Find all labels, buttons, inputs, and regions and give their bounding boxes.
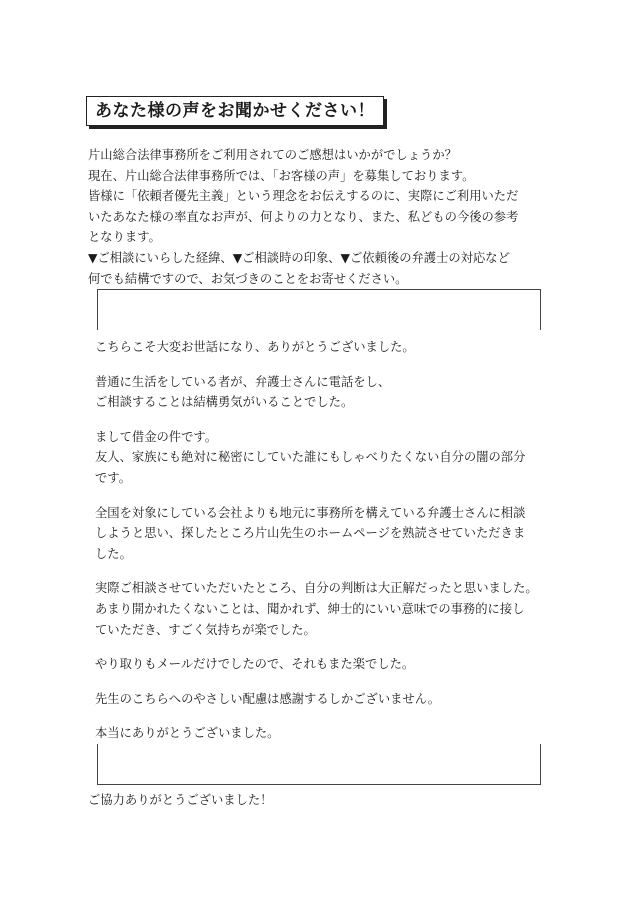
testimonial-paragraph — [95, 372, 555, 413]
testimonial-body — [95, 337, 555, 758]
testimonial-line: しようと思い、探したところ片山先生のホームページを熟読させていただきま — [95, 526, 526, 541]
intro-line: となります。 — [88, 230, 161, 245]
testimonial-line: 全国を対象にしている会社よりも地元に事務所を構えている弁護士さんに相談 — [95, 505, 526, 520]
page-title: あなた様の声をお聞かせください！ — [86, 96, 384, 126]
testimonial-line: ていただき、すごく気持ちが楽でした。 — [95, 622, 316, 637]
testimonial-line: こちらこそ大変お世話になり、ありがとうございました。 — [95, 340, 415, 354]
intro-line: いたあなた様の率直なお声が、何よりの力となり、また、私どもの今後の参考 — [88, 209, 519, 224]
testimonial-line: 友人、家族にも絶対に秘密にしていた誰にもしゃべりたくない自分の闇の部分 — [95, 450, 526, 465]
testimonial-paragraph — [95, 654, 555, 675]
testimonial-line: 先生のこちらへのやさしい配慮は感謝するしかございません。 — [95, 691, 441, 706]
response-frame-top — [97, 289, 541, 330]
response-frame-bottom — [97, 744, 541, 785]
testimonial-paragraph — [95, 689, 555, 710]
intro-line: 現在、片山総合法律事務所では、「お客様の声」を募集しております。 — [88, 168, 475, 183]
intro-line: 皆様に「依頼者優先主義」という理念をお伝えするのに、実際にご利用いただ — [88, 189, 519, 204]
testimonial-paragraph — [95, 337, 555, 358]
testimonial-paragraph — [95, 723, 555, 744]
testimonial-paragraph — [95, 427, 555, 489]
closing-message: ご協力ありがとうございました！ — [88, 793, 273, 807]
intro-line: 片山総合法律事務所をご利用されてのご感想はいかがでしょうか？ — [88, 148, 457, 162]
intro-line: 何でも結構ですので、お気づきのことをお寄せください。 — [88, 271, 408, 286]
intro-line: ▼ご相談にいらした経緯、▼ご相談時の印象、▼ご依頼後の弁護士の対応など — [88, 250, 510, 265]
testimonial-paragraph — [95, 503, 555, 565]
testimonial-line: まして借金の件です。 — [95, 429, 217, 444]
testimonial-line: した。 — [95, 546, 132, 561]
testimonial-line: です。 — [95, 470, 131, 485]
testimonial-line: ご相談することは結構勇気がいることでした。 — [95, 395, 354, 410]
testimonial-line: やり取りもメールだけでしたので、それもまた楽でした。 — [95, 657, 415, 672]
testimonial-line: 実際ご相談させていただいたところ、自分の判断は大正解だったと思いました。 — [95, 581, 538, 596]
testimonial-line: 本当にありがとうございました。 — [95, 726, 280, 741]
testimonial-line: 普通に生活をしている者が、弁護士さんに電話をし、 — [95, 374, 391, 389]
testimonial-paragraph — [95, 578, 555, 640]
intro-text — [88, 145, 558, 289]
testimonial-line: あまり開かれたくないことは、聞かれず、紳士的にいい意味での事務的に接し — [95, 601, 525, 616]
